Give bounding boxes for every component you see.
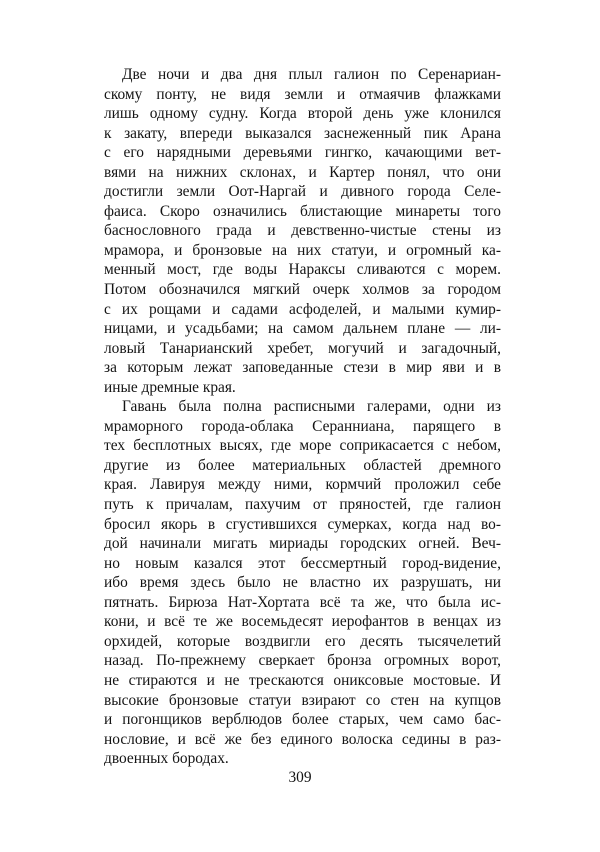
text-line: не стираются и не трескаются ониксовые мостовые. И [104,671,501,689]
text-line: мраморного города-облака Серанниана, парящего в [104,417,501,435]
text-line: двоенных бородах. [104,750,229,768]
text-line: назад. По-прежнему сверкает бронза огромных ворот, [104,652,501,670]
text-line: баснословного града и девственно-чистые стены из [104,222,501,240]
text-line: с его нарядными деревьями гингко, качающими вет- [104,144,501,162]
text-line: ловый Танарианский хребет, могучий и загадочный, [104,339,501,357]
text-line: иные дремные края. [104,378,236,396]
text-line: лишь одному судну. Когда второй день уже клонился [104,105,501,123]
text-line: мрамора, и бронзовые на них статуи, и огромный ка- [104,241,501,259]
text-line: путь к причалам, пахучим от пряностей, где галион [104,496,501,514]
text-line: ибо время здесь было не властно их разрушать, ни [104,574,501,592]
text-line: бросил якорь в сгустившихся сумерках, когда над во- [104,515,501,533]
body-text [104,65,501,769]
text-line: высокие бронзовые статуи взирают со стен на купцов [104,691,501,709]
text-line: фаиса. Скоро означились блистающие минареты того [104,202,501,220]
page-number: 309 [288,769,312,786]
paragraph [104,65,501,397]
paragraph [104,397,501,768]
text-line: тех бесплотных высях, где море соприкасается с небом, [104,437,501,455]
text-line: скому понту, не видя земли и отмаячив флажками [104,85,501,103]
text-line: пятнать. Бирюза Нат-Хортата всё та же, что была ис- [104,593,501,611]
text-line: менный мост, где воды Нараксы сливаются с морем. [104,261,501,279]
text-line: Две ночи и два дня плыл галион по Серенариан- [122,66,501,83]
text-line: и погонщиков верблюдов более старых, чем само бас- [104,711,501,729]
text-line: другие из более материальных областей дремного [104,456,501,474]
text-line: достигли земли Оот-Наргай и дивного города Селе- [104,183,501,201]
text-line: Гавань была полна расписными галерами, одни из [122,398,501,416]
text-line: с их рощами и садами асфоделей, и малыми кумир- [104,300,501,318]
text-line: к закату, впереди выказался заснеженный пик Арана [104,124,501,142]
text-line: ницами, и усадьбами; на самом дальнем плане — ли- [104,320,501,338]
text-line: нословие, и всё же без единого волоска седины в раз- [104,730,501,748]
text-line: но новым казался этот бессмертный город-видение, [104,554,501,572]
text-line: Потом обозначился мягкий очерк холмов за городом [104,281,501,299]
text-line: дой начинали мигать мириады городских огней. Веч- [104,535,501,553]
text-line: кони, и всё те же восемьдесят иерофантов в венцах из [104,613,501,631]
text-line: орхидей, которые воздвигли его десять тысячелетий [104,632,501,650]
text-line: за которым лежат заповеданные стези в мир яви и в [104,359,501,377]
text-line: вями на нижних склонах, и Картер понял, что они [104,163,501,181]
text-line: края. Лавируя между ними, кормчий проложил себе [104,476,501,494]
